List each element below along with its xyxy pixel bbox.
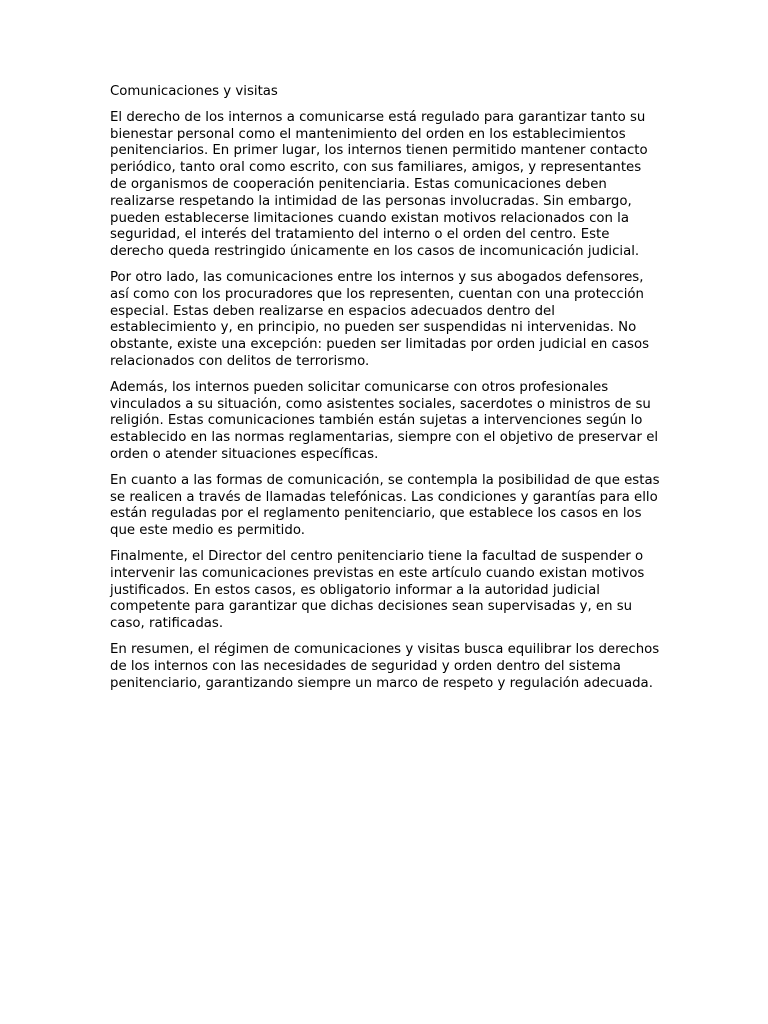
paragraph-facultad-director: Finalmente, el Director del centro penitenciario tiene la facultad de suspender o intervenir las comunicaciones previstas en este artículo cuando existan motivos justificados. En estos casos, es obligatorio informar a la autoridad judicial competente para garantizar que dichas decisiones sean supervisadas y, en su caso, ratificadas. — [110, 548, 645, 632]
document-body — [110, 84, 660, 701]
paragraph-llamadas-telefonicas: En cuanto a las formas de comunicación, se contempla la posibilidad de que estas se realicen a través de llamadas telefónicas. Las condiciones y garantías para ello están reguladas por el reglamento penitenciario, que establece los casos en los que este medio es permitido. — [110, 472, 660, 539]
paragraph-otros-profesionales: Además, los internos pueden solicitar comunicarse con otros profesionales vinculados a su situación, como asistentes sociales, sacerdotes o ministros de su religión. Estas comunicaciones también están sujetas a intervenciones según lo establecido en las normas reglamentarias, siempre con el objetivo de preservar el orden o atender situaciones específicas. — [110, 379, 659, 462]
paragraph-derecho-comunicarse: El derecho de los internos a comunicarse está regulado para garantizar tanto su bienestar personal como el mantenimiento del orden en los establecimientos penitenciarios. En primer lugar, los internos tienen permitido mantener contacto periódico, tanto oral como escrito, con sus familiares, amigos, y representantes de organismos de cooperación penitenciaria. Estas comunicaciones deben realizarse respetando la intimidad de las personas involucradas. Sin embargo, pueden establecerse limitaciones cuando existan motivos relacionados con la seguridad, el interés del tratamiento del interno o el orden del centro. Este derecho queda restringido únicamente en los casos de incomunicación judicial. — [110, 109, 648, 260]
document-title: Comunicaciones y visitas — [110, 84, 278, 99]
paragraph-resumen: En resumen, el régimen de comunicaciones y visitas busca equilibrar los derechos de los internos con las necesidades de seguridad y orden dentro del sistema penitenciario, garantizando siempre un marco de respeto y regulación adecuada. — [110, 641, 660, 691]
paragraph-abogados-defensores: Por otro lado, las comunicaciones entre los internos y sus abogados defensores, así como con los procuradores que los representen, cuentan con una protección especial. Estas deben realizarse en espacios adecuados dentro del establecimiento y, en principio, no pueden ser suspendidas ni intervenidas. No obstante, existe una excepción: pueden ser limitadas por orden judicial en casos relacionados con delitos de terrorismo. — [110, 269, 650, 369]
